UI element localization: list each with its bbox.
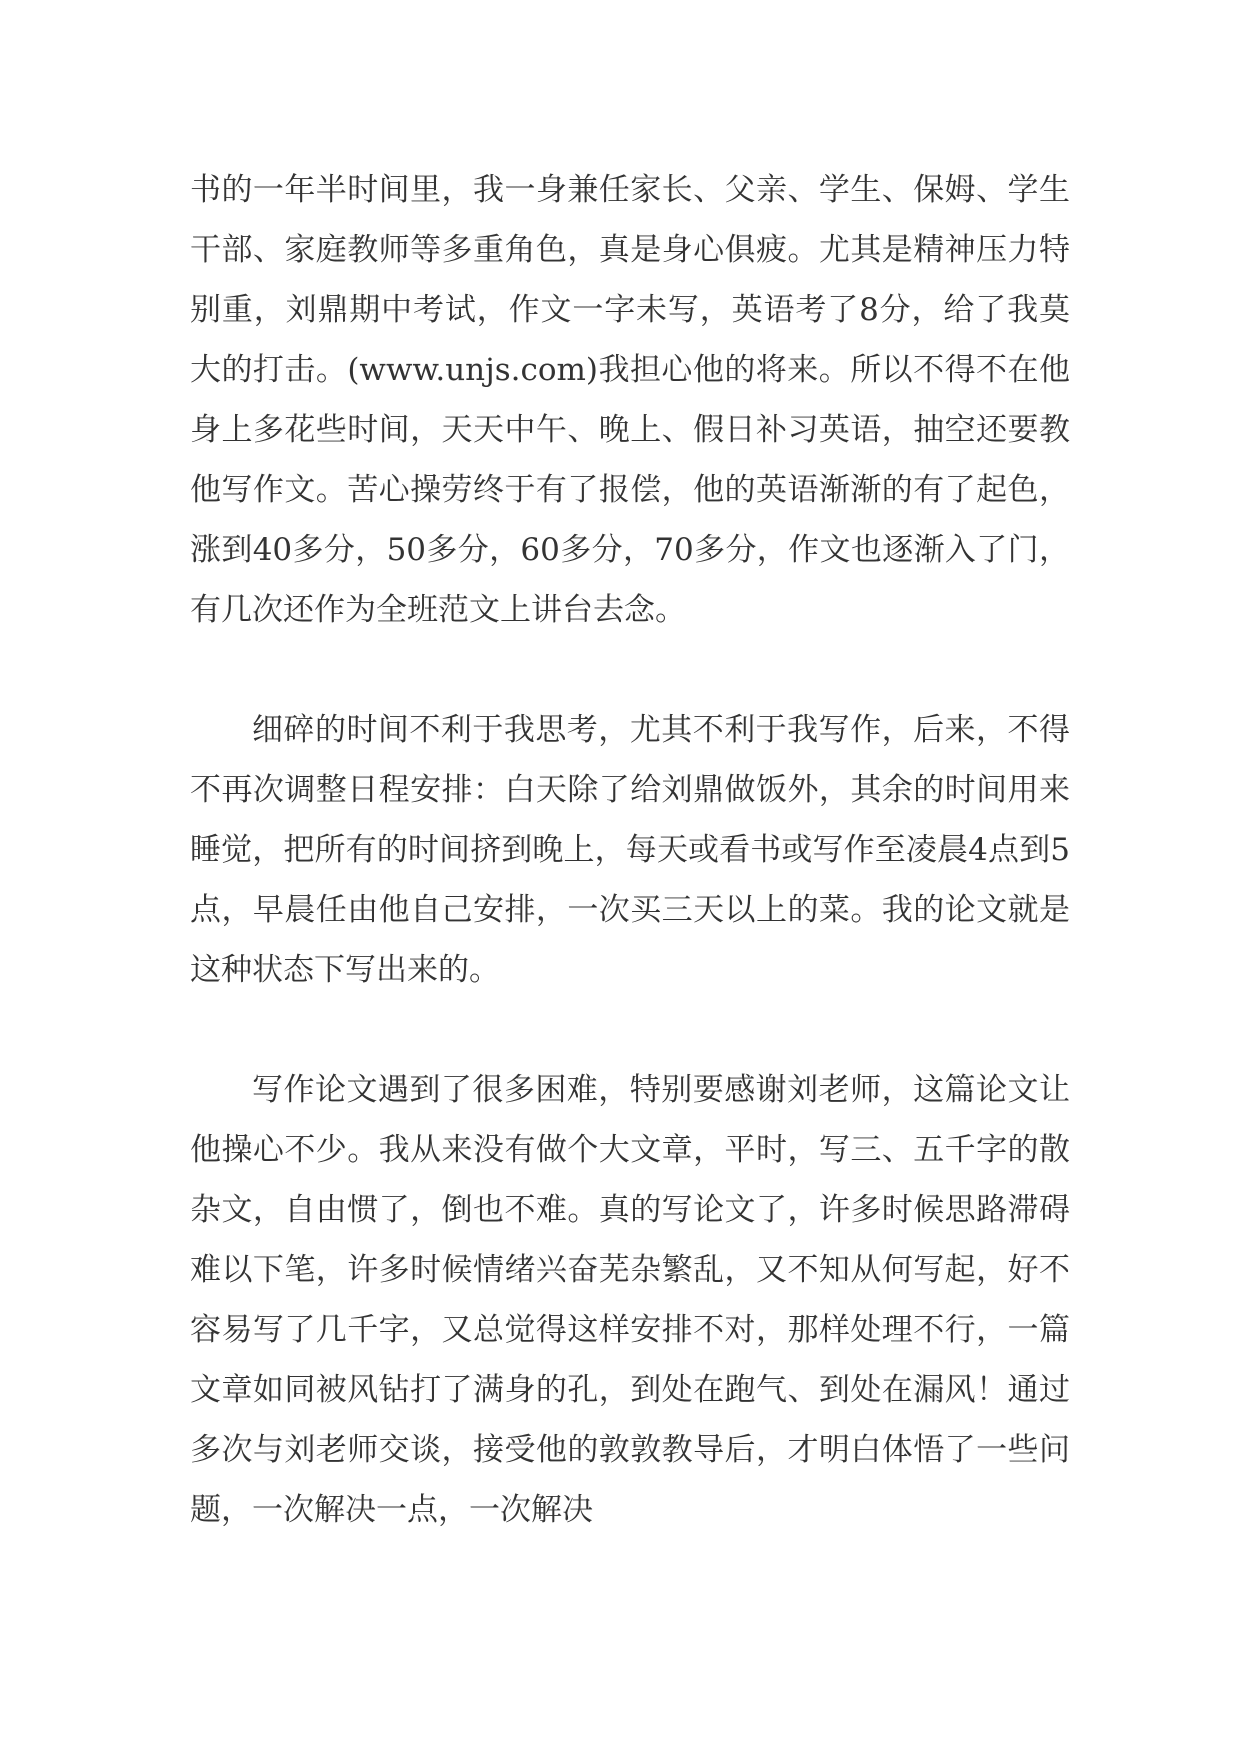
paragraph-1: 书的一年半时间里，我一身兼任家长、父亲、学生、保姆、学生干部、家庭教师等多重角色，真是身心俱疲。尤其是精神压力特别重，刘鼎期中考试，作文一字未写，英语考了8分，给了我莫大的打击。(www.unjs.com)我担心他的将来。所以不得不在他身上多花些时间，天天中午、晚上、假日补习英语，抽空还要教他写作文。苦心操劳终于有了报偿，他的英语渐渐的有了起色，涨到40多分，50多分，60多分，70多分，作文也逐渐入了门，有几次还作为全班范文上讲台去念。 [190,172,1070,628]
paragraph-2: 细碎的时间不利于我思考，尤其不利于我写作，后来，不得不再次调整日程安排：白天除了给刘鼎做饭外，其余的时间用来睡觉，把所有的时间挤到晚上，每天或看书或写作至凌晨4点到5点，早晨任由他自己安排，一次买三天以上的菜。我的论文就是这种状态下写出来的。 [190,712,1070,988]
document-body [190,160,1070,1540]
paragraph-3: 写作论文遇到了很多困难，特别要感谢刘老师，这篇论文让他操心不少。我从来没有做个大文章，平时，写三、五千字的散杂文，自由惯了，倒也不难。真的写论文了，许多时候思路滞碍难以下笔，许多时候情绪兴奋芜杂繁乱，又不知从何写起，好不容易写了几千字，又总觉得这样安排不对，那样处理不行，一篇文章如同被风钻打了满身的孔，到处在跑气、到处在漏风！通过多次与刘老师交谈，接受他的敦敦教导后，才明白体悟了一些问题，一次解决一点，一次解决 [190,1072,1070,1528]
